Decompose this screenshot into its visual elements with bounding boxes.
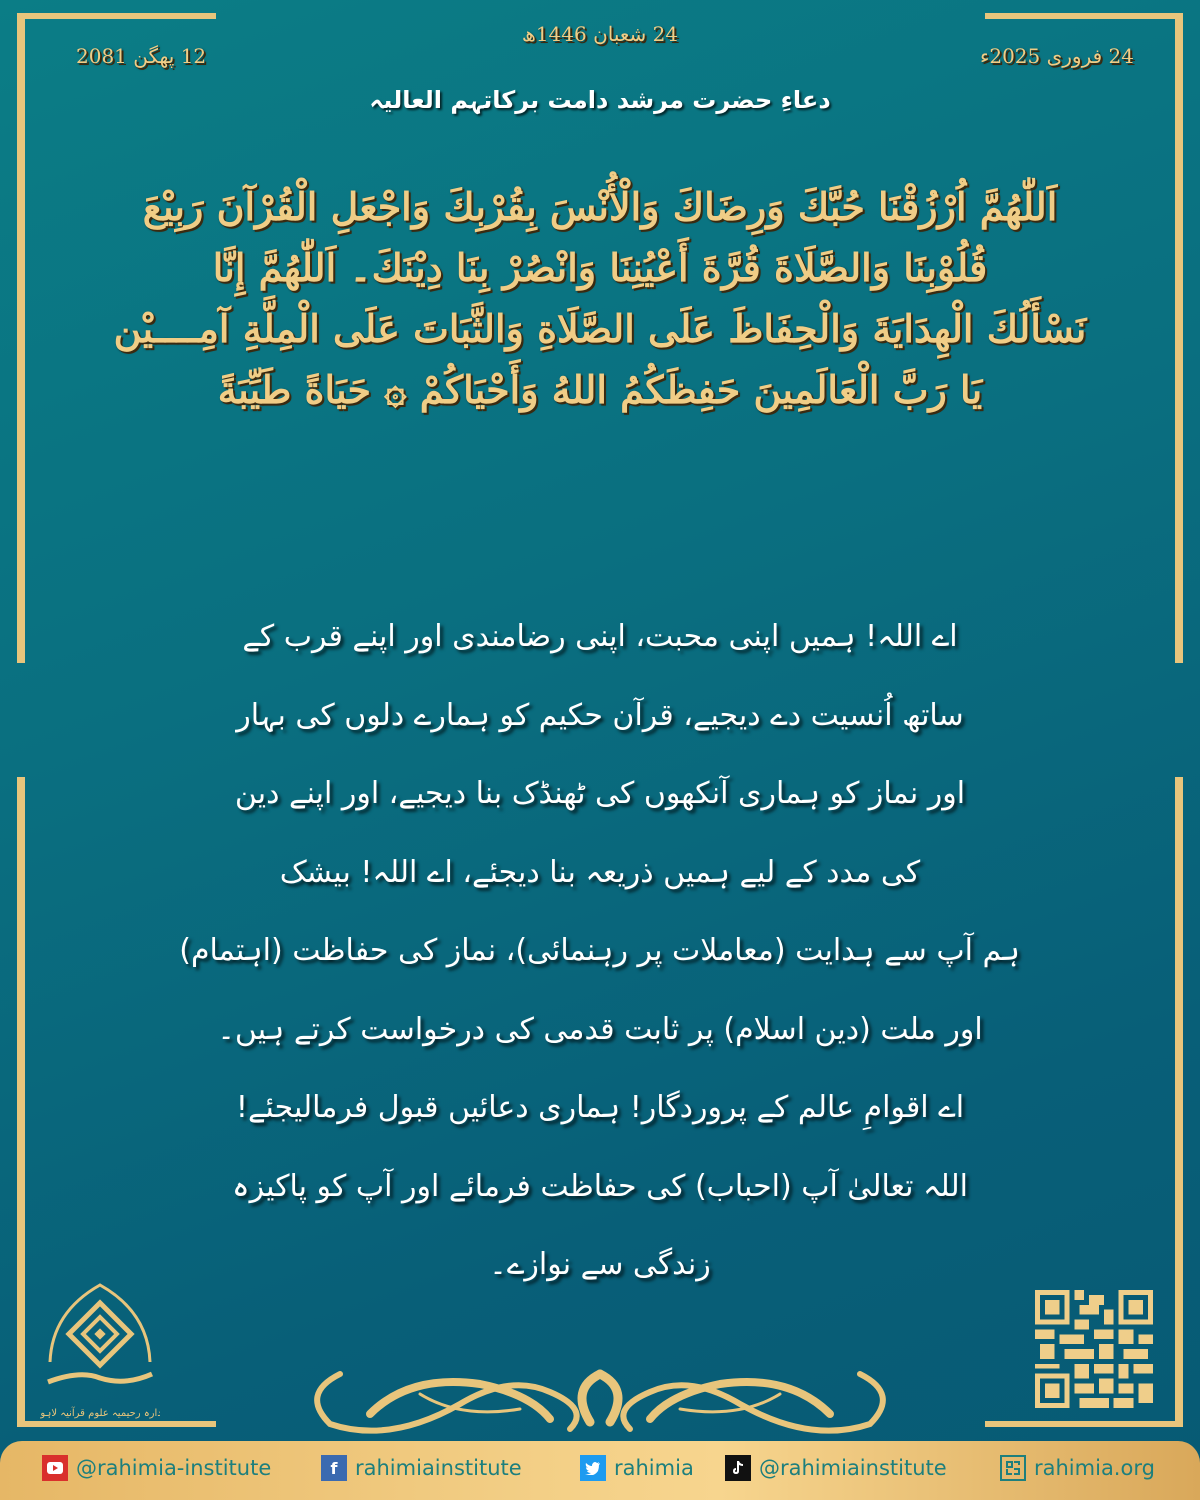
frame-right-lower: [1175, 777, 1183, 1427]
youtube-handle: @rahimia-institute: [76, 1456, 272, 1480]
frame-left-lower: [17, 777, 25, 1427]
facebook-icon: f: [321, 1455, 347, 1481]
frame-top-left-h: [17, 13, 216, 19]
arabic-dua: [90, 176, 1110, 420]
urdu-line: کی مدد کے لیے ہمیں ذریعہ بنا دیجئے، اے اللہ! بیشک: [279, 854, 921, 890]
urdu-line: اے اللہ! ہمیں اپنی محبت، اپنی رضامندی اور اپنے قرب کے: [242, 619, 958, 654]
youtube-icon: [42, 1455, 68, 1481]
arabic-line: نَسْأَلُكَ الْهِدَايَةَ وَالْحِفَاظَ عَلَى الصَّلَاةِ وَالثَّبَاتَ عَلَى الْمِلَّةِ آمِــــيْن: [113, 306, 1087, 351]
qr-code[interactable]: [1034, 1290, 1154, 1408]
arabic-line: اَللّٰهُمَّ اُرْزُقْنَا حُبَّكَ وَرِضَاكَ وَالْأُنْسَ بِقُرْبِكَ وَاجْعَلِ الْقُرْآنَ رَبِيْعَ: [142, 184, 1058, 229]
social-footer: [0, 1441, 1200, 1500]
urdu-line: ساتھ اُنسیت دے دیجیے، قرآن حکیم کو ہمارے دلوں کی بہار: [236, 697, 964, 733]
urdu-line: اور نماز کو ہماری آنکھوں کی ٹھنڈک بنا دیجیے، اور اپنے دین: [234, 776, 966, 811]
arabic-line: قُلُوْبِنَا وَالصَّلَاةَ قُرَّةَ أَعْيُنِنَا وَانْصُرْ بِنَا دِيْنَكَ۔ اَللّٰهُمَّ إِنَّا: [212, 245, 988, 290]
tiktok-icon: [725, 1455, 751, 1481]
gregorian-date: 24 فروری 2025ء: [979, 44, 1134, 68]
twitter-link[interactable]: [580, 1455, 694, 1481]
tiktok-handle: @rahimiainstitute: [759, 1456, 947, 1480]
urdu-line: ہم آپ سے ہدایت (معاملات پر رہنمائی)، نماز کی حفاظت (اہتمام): [179, 933, 1020, 968]
website-link[interactable]: [1000, 1455, 1155, 1481]
frame-bottom-right-h: [985, 1421, 1183, 1427]
hijri-date: 24 شعبان 1446ھ: [521, 22, 679, 46]
arabic-line: يَا رَبَّ الْعَالَمِينَ حَفِظَكُمُ اللهُ وَأَحْيَاكُمْ ۞ حَيَاةً طَيِّبَةً: [217, 367, 983, 412]
urdu-line: اللہ تعالیٰ آپ (احباب) کی حفاظت فرمائے اور آپ کو پاکیزہ: [232, 1168, 968, 1204]
twitter-handle: rahimia: [614, 1456, 694, 1480]
urdu-translation: [180, 598, 1020, 1305]
youtube-link[interactable]: [42, 1455, 271, 1481]
facebook-handle: rahimiainstitute: [355, 1456, 522, 1480]
website-url: rahimia.org: [1034, 1456, 1155, 1480]
tiktok-link[interactable]: [725, 1455, 947, 1481]
rahimia-logo: [40, 1282, 160, 1432]
twitter-icon: [580, 1455, 606, 1481]
svg-text:ادارہ رحیمیہ علوم قرآنیہ لاہور: ادارہ رحیمیہ علوم قرآنیہ لاہور: [40, 1408, 160, 1419]
frame-top-right-h: [985, 13, 1183, 19]
website-icon: [1000, 1455, 1026, 1481]
dome-emblem-icon: [40, 1282, 160, 1432]
urdu-line: اے اقوامِ عالم کے پروردگار! ہماری دعائیں قبول فرمالیجئے!: [235, 1090, 965, 1125]
ornament-divider: [300, 1364, 900, 1434]
urdu-line: زندگی سے نوازے۔: [489, 1247, 711, 1282]
urdu-line: اور ملت (دین اسلام) پر ثابت قدمی کی درخواست کرتے ہیں۔: [217, 1011, 983, 1047]
page-title: دعاءِ حضرت مرشد دامت برکاتہم العالیہ: [369, 86, 831, 114]
bikrami-date: 12 پھگن 2081: [76, 44, 207, 68]
facebook-link[interactable]: [321, 1455, 522, 1481]
